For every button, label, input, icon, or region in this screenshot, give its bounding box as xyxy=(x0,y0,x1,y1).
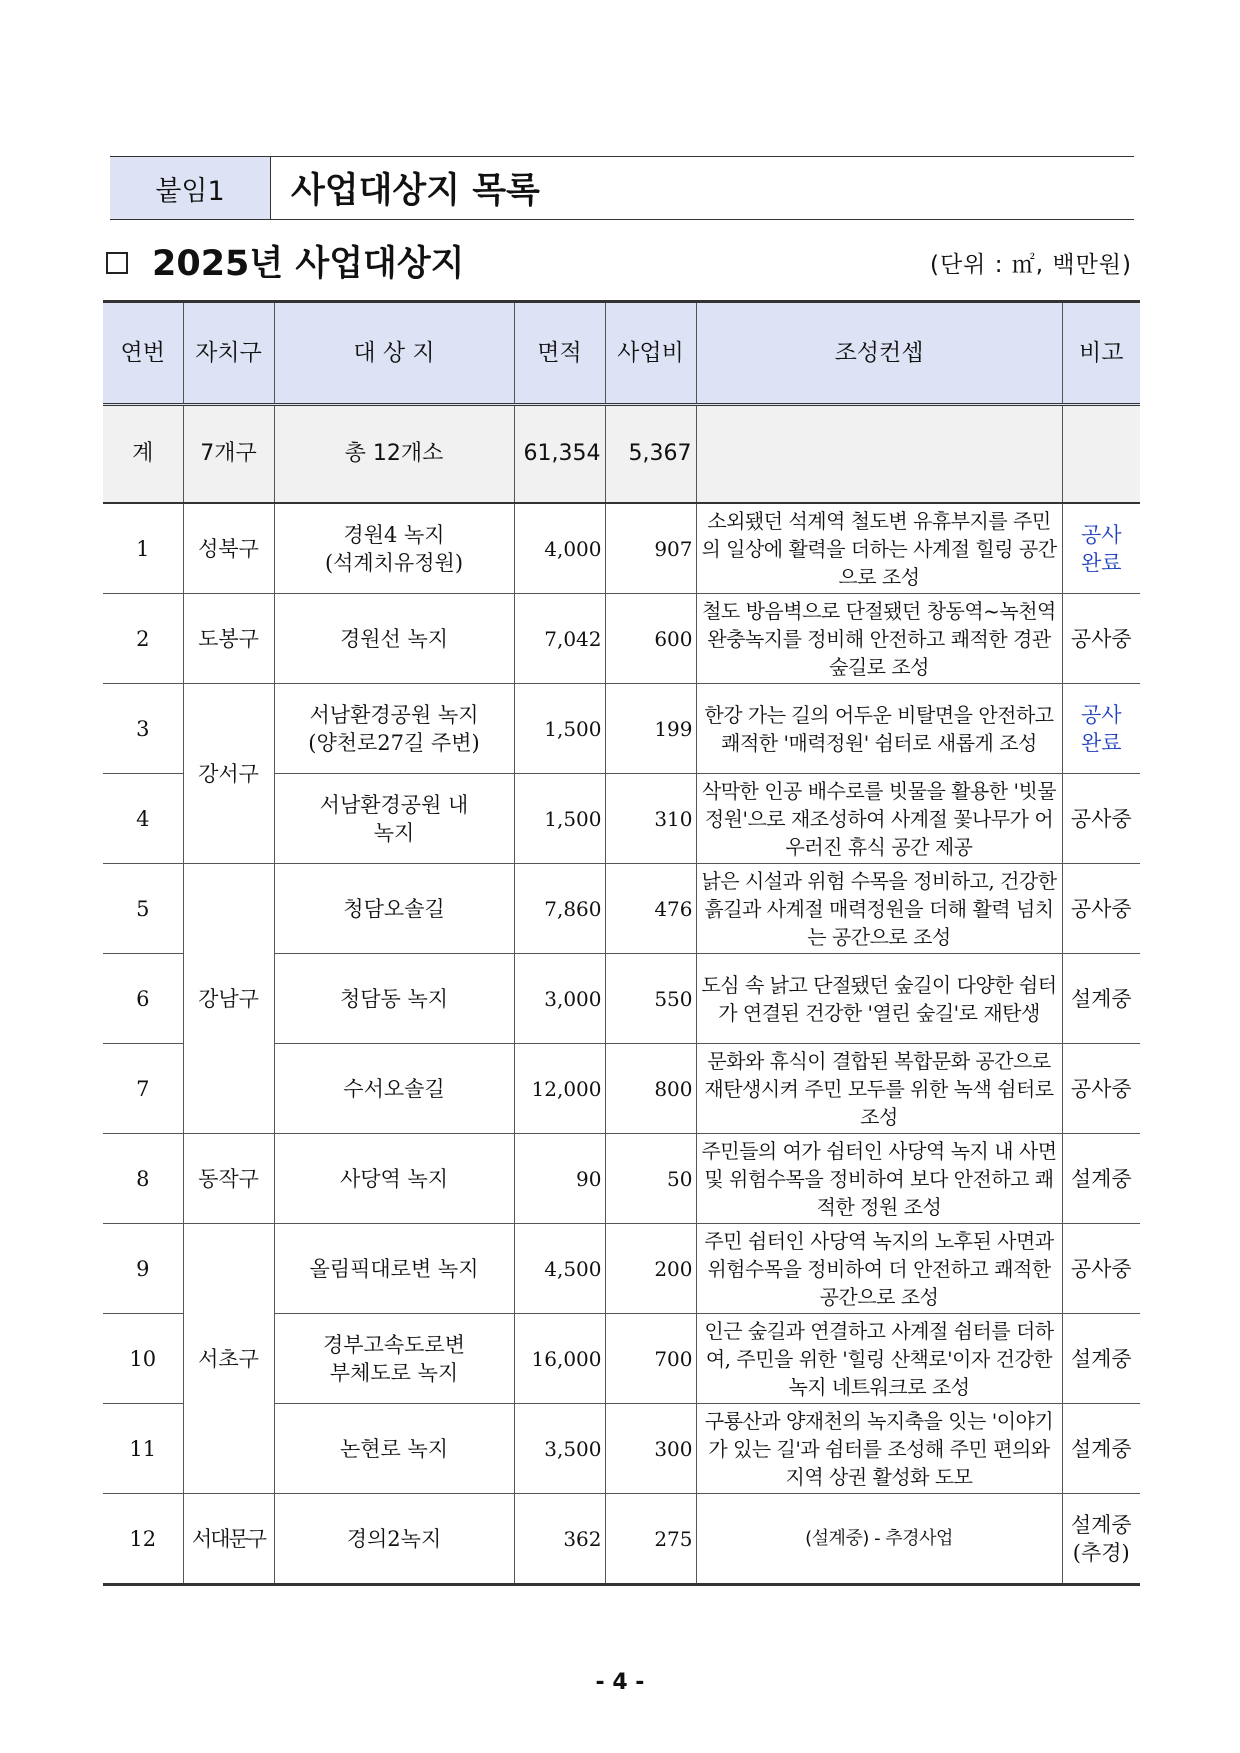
row-district: 강남구 xyxy=(183,864,274,1134)
row-concept: 도심 속 낡고 단절됐던 숲길이 다양한 쉼터가 연결된 건강한 '열린 숲길'로 재탄생 xyxy=(696,954,1062,1044)
row-district: 도봉구 xyxy=(183,594,274,684)
row-status: 설계중 xyxy=(1062,1404,1140,1494)
table-header-row xyxy=(103,302,1140,405)
col-header-note: 비고 xyxy=(1062,302,1140,405)
attachment-tag: 붙임1 xyxy=(110,157,271,219)
row-area: 90 xyxy=(514,1134,605,1224)
row-concept: 소외됐던 석계역 철도변 유휴부지를 주민의 일상에 활력을 더하는 사계절 힐링 공간으로 조성 xyxy=(696,503,1062,594)
row-district: 동작구 xyxy=(183,1134,274,1224)
row-site: 수서오솔길 xyxy=(274,1044,514,1134)
row-no: 10 xyxy=(103,1314,183,1404)
row-district: 서초구 xyxy=(183,1224,274,1494)
row-status: 설계중 xyxy=(1062,1134,1140,1224)
row-status: 공사중 xyxy=(1062,594,1140,684)
row-status: 공사 완료 xyxy=(1062,503,1140,594)
section-title: 2025년 사업대상지 xyxy=(152,244,465,284)
row-site: 서남환경공원 내 녹지 xyxy=(274,774,514,864)
row-no: 12 xyxy=(103,1494,183,1585)
col-header-concept: 조성컨셉 xyxy=(696,302,1062,405)
table-row xyxy=(103,864,1140,954)
total-district: 7개구 xyxy=(183,405,274,504)
col-header-district: 자치구 xyxy=(183,302,274,405)
row-site: 경부고속도로변 부체도로 녹지 xyxy=(274,1314,514,1404)
row-area: 362 xyxy=(514,1494,605,1585)
row-concept: 철도 방음벽으로 단절됐던 창동역~녹천역 완충녹지를 정비해 안전하고 쾌적한 경관숲길로 조성 xyxy=(696,594,1062,684)
checkbox-icon xyxy=(106,252,128,274)
row-status: 공사중 xyxy=(1062,1224,1140,1314)
row-site: 청담오솔길 xyxy=(274,864,514,954)
row-no: 5 xyxy=(103,864,183,954)
total-cost: 5,367 xyxy=(605,405,696,504)
total-row xyxy=(103,405,1140,504)
row-area: 16,000 xyxy=(514,1314,605,1404)
row-status: 설계중 (추경) xyxy=(1062,1494,1140,1585)
row-cost: 200 xyxy=(605,1224,696,1314)
row-area: 3,500 xyxy=(514,1404,605,1494)
row-cost: 907 xyxy=(605,503,696,594)
row-cost: 600 xyxy=(605,594,696,684)
row-site: 올림픽대로변 녹지 xyxy=(274,1224,514,1314)
table-row xyxy=(103,1134,1140,1224)
row-status: 공사중 xyxy=(1062,774,1140,864)
row-cost: 700 xyxy=(605,1314,696,1404)
total-site: 총 12개소 xyxy=(274,405,514,504)
row-status: 공사중 xyxy=(1062,1044,1140,1134)
total-label: 계 xyxy=(103,405,183,504)
row-district: 강서구 xyxy=(183,684,274,864)
row-area: 7,860 xyxy=(514,864,605,954)
table-row xyxy=(103,1224,1140,1314)
row-concept: 문화와 휴식이 결합된 복합문화 공간으로 재탄생시켜 주민 모두를 위한 녹색 쉼터로 조성 xyxy=(696,1044,1062,1134)
col-header-area: 면적 xyxy=(514,302,605,405)
table-row xyxy=(103,503,1140,594)
row-site: 청담동 녹지 xyxy=(274,954,514,1044)
table-row xyxy=(103,1494,1140,1585)
row-no: 8 xyxy=(103,1134,183,1224)
row-site: 사당역 녹지 xyxy=(274,1134,514,1224)
total-concept xyxy=(696,405,1062,504)
row-cost: 476 xyxy=(605,864,696,954)
total-area: 61,354 xyxy=(514,405,605,504)
row-concept: 낡은 시설과 위험 수목을 정비하고, 건강한 흙길과 사계절 매력정원을 더해 활력 넘치는 공간으로 조성 xyxy=(696,864,1062,954)
row-no: 6 xyxy=(103,954,183,1044)
row-area: 1,500 xyxy=(514,774,605,864)
row-cost: 310 xyxy=(605,774,696,864)
row-cost: 550 xyxy=(605,954,696,1044)
row-concept: 인근 숲길과 연결하고 사계절 쉼터를 더하여, 주민을 위한 '힐링 산책로'이자 건강한 녹지 네트워크로 조성 xyxy=(696,1314,1062,1404)
unit-note: (단위 : ㎡, 백만원) xyxy=(929,252,1132,278)
row-district: 서대문구 xyxy=(183,1494,274,1585)
row-cost: 275 xyxy=(605,1494,696,1585)
row-area: 3,000 xyxy=(514,954,605,1044)
col-header-cost: 사업비 xyxy=(605,302,696,405)
row-area: 4,000 xyxy=(514,503,605,594)
row-no: 2 xyxy=(103,594,183,684)
row-area: 12,000 xyxy=(514,1044,605,1134)
row-no: 3 xyxy=(103,684,183,774)
row-status: 설계중 xyxy=(1062,954,1140,1044)
row-no: 4 xyxy=(103,774,183,864)
row-site: 경의2녹지 xyxy=(274,1494,514,1585)
row-site: 경원선 녹지 xyxy=(274,594,514,684)
row-area: 4,500 xyxy=(514,1224,605,1314)
page-number: - 4 - xyxy=(595,1670,645,1695)
row-concept: (설계중) - 추경사업 xyxy=(696,1494,1062,1585)
document-title: 사업대상지 목록 xyxy=(291,171,540,211)
section-header xyxy=(104,240,1138,290)
row-site: 서남환경공원 녹지 (양천로27길 주변) xyxy=(274,684,514,774)
col-header-no: 연번 xyxy=(103,302,183,405)
row-district: 성북구 xyxy=(183,503,274,594)
row-area: 1,500 xyxy=(514,684,605,774)
row-cost: 50 xyxy=(605,1134,696,1224)
project-site-table xyxy=(103,300,1140,1586)
row-concept: 삭막한 인공 배수로를 빗물을 활용한 '빗물정원'으로 재조성하여 사계절 꽃나무가 어우러진 휴식 공간 제공 xyxy=(696,774,1062,864)
row-no: 1 xyxy=(103,503,183,594)
row-concept: 주민 쉼터인 사당역 녹지의 노후된 사면과 위험수목을 정비하여 더 안전하고 쾌적한 공간으로 조성 xyxy=(696,1224,1062,1314)
attachment-title-box xyxy=(110,156,1134,220)
row-site: 경원4 녹지 (석계치유정원) xyxy=(274,503,514,594)
row-cost: 199 xyxy=(605,684,696,774)
row-concept: 주민들의 여가 쉼터인 사당역 녹지 내 사면 및 위험수목을 정비하여 보다 안전하고 쾌적한 정원 조성 xyxy=(696,1134,1062,1224)
row-cost: 800 xyxy=(605,1044,696,1134)
row-concept: 한강 가는 길의 어두운 비탈면을 안전하고 쾌적한 '매력정원' 쉼터로 새롭게 조성 xyxy=(696,684,1062,774)
table-row xyxy=(103,684,1140,774)
row-area: 7,042 xyxy=(514,594,605,684)
row-status: 공사 완료 xyxy=(1062,684,1140,774)
row-no: 9 xyxy=(103,1224,183,1314)
row-status: 설계중 xyxy=(1062,1314,1140,1404)
row-no: 7 xyxy=(103,1044,183,1134)
col-header-site: 대 상 지 xyxy=(274,302,514,405)
total-note xyxy=(1062,405,1140,504)
row-concept: 구룡산과 양재천의 녹지축을 잇는 '이야기가 있는 길'과 쉼터를 조성해 주민 편의와 지역 상권 활성화 도모 xyxy=(696,1404,1062,1494)
row-site: 논현로 녹지 xyxy=(274,1404,514,1494)
row-status: 공사중 xyxy=(1062,864,1140,954)
row-no: 11 xyxy=(103,1404,183,1494)
row-cost: 300 xyxy=(605,1404,696,1494)
table-row xyxy=(103,594,1140,684)
